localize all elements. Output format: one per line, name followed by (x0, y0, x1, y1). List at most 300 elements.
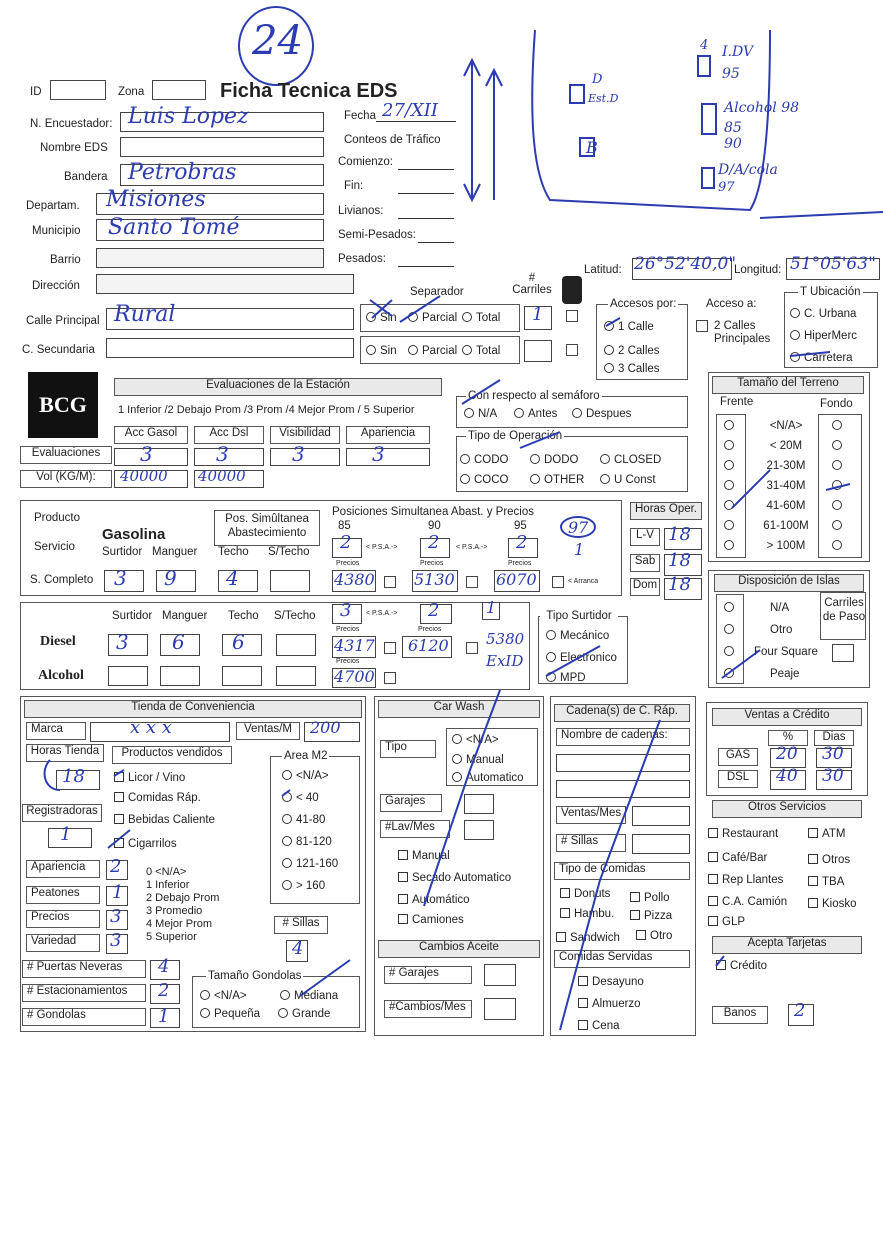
otros-glp[interactable] (708, 916, 745, 928)
tam-gondolas-frame (192, 976, 360, 1028)
fecha-value: 27/XII (382, 100, 439, 121)
d-pos2-value: 2 (428, 600, 440, 621)
islas-peaje[interactable] (724, 668, 738, 680)
ubicacion-opt-2[interactable] (790, 330, 857, 342)
otros-atm[interactable] (808, 828, 845, 840)
gondolas-label: # Gondolas (22, 1008, 146, 1026)
neveras-value: 4 (158, 956, 170, 977)
sketch-note-4: D/A/cola (718, 162, 778, 178)
direccion-label: Dirección (32, 280, 80, 292)
sheet-number: 24 (252, 18, 303, 64)
sketch-note-4b: 97 (718, 180, 735, 195)
operacion-dodo[interactable] (530, 454, 579, 466)
carwash-tipo-manual[interactable] (452, 754, 504, 766)
eval-value-2: 3 (292, 442, 305, 466)
d-techo-label: Techo (228, 610, 259, 622)
d-p2-check[interactable] (466, 642, 478, 654)
islas-peaje-label: Peaje (770, 668, 800, 680)
sep-parcial-2-label: Parcial (422, 345, 458, 357)
terreno-size-label: 41-60M (766, 500, 806, 512)
servida-cena[interactable] (578, 1020, 620, 1032)
peatones-label: Peatones (26, 886, 100, 904)
area-option[interactable] (282, 814, 325, 826)
encuestador-label: N. Encuestador: (30, 118, 113, 130)
tipo-surtidor-mpd[interactable] (546, 672, 586, 684)
scale-item: 3 Promedio (146, 905, 203, 917)
otros-restaurant[interactable] (708, 828, 778, 840)
tg-grande[interactable] (278, 1008, 330, 1020)
g-mang-value: 9 (164, 566, 177, 590)
area-option-label: 121-160 (296, 858, 339, 870)
carwash-opt-manual-label: Manual (412, 850, 450, 862)
otros-tba-label: TBA (822, 876, 845, 888)
producto-label: Producto (34, 512, 81, 524)
semaforo-title: Con respecto al semáforo (468, 390, 600, 402)
tg-grande-label: Grande (292, 1008, 331, 1020)
accesos-title: Accesos por: (610, 298, 677, 310)
departam-label: Departam. (26, 200, 80, 212)
carwash-tipo-na[interactable] (452, 734, 499, 746)
tipo-surtidor-electronico[interactable] (546, 652, 617, 664)
barrio-field[interactable] (96, 248, 324, 268)
cadena-sillas-field[interactable] (632, 834, 690, 854)
sep-total-2-label: Total (476, 345, 501, 357)
otros-llantes[interactable] (708, 874, 783, 886)
tg-na-label: <N/A> (214, 990, 247, 1002)
precios-label-4: Precios (336, 626, 360, 633)
comida-otro-label: Otro (650, 930, 673, 942)
tarjetas-credito-label: Crédito (730, 960, 768, 972)
cadena-tipo-label: Tipo de Comidas (554, 862, 690, 880)
tarjetas-title: Acepta Tarjetas (712, 936, 862, 954)
terreno-fondo-radio[interactable] (832, 520, 846, 532)
semaforo-despues[interactable] (572, 408, 631, 420)
area-option-label: < 40 (296, 792, 319, 804)
vol-value-0: 40000 (120, 467, 168, 485)
semaforo-na[interactable] (464, 408, 497, 420)
carwash-opt-auto-label: Automático (412, 894, 470, 906)
otros-atm-label: ATM (822, 828, 846, 840)
sep-parcial-1[interactable] (408, 312, 457, 324)
precios-value: 3 (110, 906, 122, 927)
aceite-title: Cambios Aceite (378, 940, 540, 958)
comida-pollo[interactable] (630, 892, 670, 904)
variedad-value: 3 (110, 930, 122, 951)
d-surtidor-label: Surtidor (112, 610, 153, 622)
area-option[interactable] (282, 880, 325, 892)
carwash-lav-label: #Lav/Mes (380, 820, 450, 838)
sketch-note-1: D (592, 72, 603, 87)
prod-comidas[interactable] (114, 792, 201, 804)
accesos-opt-2[interactable] (604, 345, 660, 357)
longitud-label: Longitud: (734, 264, 782, 276)
semaforo-antes[interactable] (514, 408, 557, 420)
scale-item: 5 Superior (146, 931, 197, 943)
terreno-title: Tamaño del Terreno (712, 376, 864, 394)
carwash-opt-secado[interactable] (398, 872, 511, 884)
carwash-opt-camiones[interactable] (398, 914, 464, 926)
semaforo-check-2[interactable] (566, 344, 578, 356)
islas-carriles-field[interactable] (832, 644, 854, 662)
psa-3: < P.S.A.-> (366, 610, 398, 617)
pesados-line (398, 266, 454, 267)
g-p1-value: 4380 (334, 570, 375, 589)
g-extra-value: 97 (568, 518, 589, 537)
a-price-check[interactable] (384, 672, 396, 684)
fecha-label: Fecha (344, 110, 376, 122)
sep-total-2[interactable] (462, 345, 500, 357)
horas-sab-label: Sab (630, 554, 660, 572)
comida-pollo-label: Pollo (644, 892, 670, 904)
operacion-closed-label: CLOSED (614, 454, 662, 466)
comida-hambu[interactable] (560, 908, 614, 920)
cadena-nombre-label: Nombre de cadenas: (556, 728, 690, 746)
evaluaciones-row-label: Evaluaciones (20, 446, 112, 464)
eval-col-2: Visibilidad (270, 426, 340, 444)
servidas-label: Comidas Servidas (554, 950, 690, 968)
terreno-fondo-radio[interactable] (832, 480, 846, 492)
islas-four-label: Four Square (754, 646, 818, 658)
comida-sandwich-label: Sandwich (570, 932, 620, 944)
operacion-title: Tipo de Operación (468, 430, 563, 442)
registradoras-value: 1 (60, 824, 72, 845)
g-techo-value: 4 (226, 566, 239, 590)
terreno-frente-radio[interactable] (724, 460, 738, 472)
otros-restaurant-label: Restaurant (722, 828, 779, 840)
ubicacion-opt-3[interactable] (790, 352, 853, 364)
a-price-value: 4700 (334, 667, 375, 686)
a-stecho-field[interactable] (276, 666, 316, 686)
separador-title: Separador (410, 286, 464, 298)
traffic-light-icon (562, 276, 582, 304)
otros-cafe[interactable] (708, 852, 767, 864)
encuestador-value: Luis Lopez (128, 104, 249, 129)
tipo-surtidor-electronico-label: Electronico (560, 652, 617, 664)
octane-95: 95 (514, 520, 527, 532)
ventas-label: Ventas/M (236, 722, 300, 740)
cadena-nombre-field-1[interactable] (556, 754, 690, 772)
carwash-tipo-na-label: <N/A> (466, 734, 499, 746)
sep-parcial-2[interactable] (408, 345, 457, 357)
ubicacion-opt-1[interactable] (790, 308, 856, 320)
comida-pizza-label: Pizza (644, 910, 673, 922)
eval-value-1-field[interactable] (194, 448, 264, 466)
g-p3-check[interactable] (552, 576, 564, 588)
otros-otros-label: Otros (822, 854, 851, 866)
id-field[interactable] (50, 80, 106, 100)
tipo-surtidor-mecanico[interactable] (546, 630, 609, 642)
tipo-surtidor-mecanico-label: Mecánico (560, 630, 610, 642)
otros-camion-label: C.A. Camión (722, 896, 788, 908)
horas-dom-label: Dom (630, 578, 660, 596)
operacion-other-label: OTHER (544, 474, 585, 486)
terreno-frente-radio[interactable] (724, 500, 738, 512)
servida-almuerzo[interactable] (578, 998, 641, 1010)
carwash-tipo-auto-label: Automatico (466, 772, 524, 784)
carwash-tipo-label: Tipo (380, 740, 436, 758)
terreno-fondo-radio[interactable] (832, 420, 846, 432)
carriles-field-2[interactable] (524, 340, 552, 362)
variedad-label: Variedad (26, 934, 100, 952)
eval-value-3: 3 (372, 442, 385, 466)
d-p1-value: 4317 (334, 636, 375, 655)
nombre-eds-field[interactable] (120, 137, 324, 157)
id-label: ID (30, 86, 42, 98)
accesos-opt-2-label: 2 Calles (618, 345, 660, 357)
tg-pequena-label: Pequeña (214, 1008, 261, 1020)
scale-item: 2 Debajo Prom (146, 892, 220, 904)
tg-mediana[interactable] (280, 990, 338, 1002)
barrio-label: Barrio (50, 254, 81, 266)
area-option[interactable] (282, 836, 332, 848)
cadena-nombre-field-2[interactable] (556, 780, 690, 798)
operacion-other[interactable] (530, 474, 584, 486)
comida-sandwich[interactable] (556, 932, 620, 944)
otros-tba[interactable] (808, 876, 844, 888)
sep-total-1[interactable] (462, 312, 500, 324)
semaforo-check-1[interactable] (566, 310, 578, 322)
d-stecho-field[interactable] (276, 634, 316, 656)
g-techo-label: Techo (218, 546, 249, 558)
eval-col-1: Acc Dsl (194, 426, 264, 444)
g-p1-check[interactable] (384, 576, 396, 588)
terreno-size-label: > 100M (766, 540, 806, 552)
otros-llantes-label: Rep Llantes (722, 874, 784, 886)
terreno-fondo-radio[interactable] (832, 440, 846, 452)
g-pos2-value: 2 (428, 532, 440, 553)
terreno-frente-radio[interactable] (724, 480, 738, 492)
area-option[interactable] (282, 858, 338, 870)
prod-comidas-label: Comidas Ráp. (128, 792, 201, 804)
operacion-coco[interactable] (460, 474, 509, 486)
otros-camion[interactable] (708, 896, 787, 908)
operacion-coco-label: COCO (474, 474, 509, 486)
credito-title: Ventas a Crédito (712, 708, 862, 726)
terreno-frente-radio[interactable] (724, 540, 738, 552)
carwash-tipo-manual-label: Manual (466, 754, 504, 766)
area-option-label: <N/A> (296, 770, 329, 782)
bandera-value: Petrobras (128, 160, 237, 185)
prod-licor-label: Licor / Vino (128, 772, 186, 784)
eval-value-3-field[interactable] (346, 448, 430, 466)
g-p2-check[interactable] (466, 576, 478, 588)
carwash-opt-secado-label: Secado Automatico (412, 872, 512, 884)
sketch-note-5: B (586, 138, 598, 157)
accesos-opt-3[interactable] (604, 363, 660, 375)
tg-pequena[interactable] (200, 1008, 260, 1020)
tienda-title: Tienda de Conveniencia (24, 700, 362, 718)
carwash-garajes-field[interactable] (464, 794, 494, 814)
ubicacion-title: T Ubicación (800, 286, 861, 298)
prod-bebidas[interactable] (114, 814, 215, 826)
semaforo-antes-label: Antes (528, 408, 558, 420)
islas-otro-label: Otro (770, 624, 793, 636)
credito-dsl-dias: 30 (822, 766, 844, 786)
servida-desayuno[interactable] (578, 976, 644, 988)
operacion-uconst-label: U Const (614, 474, 656, 486)
accesos-opt-1[interactable] (604, 321, 654, 333)
psa-2: < P.S.A.-> (456, 544, 488, 551)
carwash-title: Car Wash (378, 700, 540, 718)
a-surt-field[interactable] (108, 666, 148, 686)
municipio-label: Municipio (32, 225, 81, 237)
sep-sin-2[interactable] (366, 345, 397, 357)
g-extra2-value: 1 (574, 540, 585, 559)
octane-85: 85 (338, 520, 351, 532)
islas-four[interactable] (724, 646, 738, 658)
comida-pizza[interactable] (630, 910, 672, 922)
terreno-size-label: 61-100M (763, 520, 809, 532)
d-p2-value: 6120 (408, 636, 449, 655)
sketch-note-1b: Est.D (588, 92, 619, 105)
d-extra2-value: ExID (486, 652, 524, 670)
arranca-label: < Arranca (568, 578, 599, 585)
latitud-label: Latitud: (584, 264, 622, 276)
credito-dsl-pct: 40 (776, 766, 798, 786)
prod-cigarrillos[interactable] (114, 838, 177, 850)
psa-1: < P.S.A.-> (366, 544, 398, 551)
credito-gas-dias: 30 (822, 744, 844, 764)
carwash-tipo-auto[interactable] (452, 772, 524, 784)
carriles-value-1: 1 (532, 304, 544, 325)
longitud-value: 51°05'63" (790, 254, 876, 274)
credito-dias-label: Dias (814, 730, 854, 746)
aceite-garajes-field[interactable] (484, 964, 516, 986)
gasolina-label: Gasolina (102, 526, 166, 543)
semaforo-despues-label: Despues (586, 408, 632, 420)
tarjetas-credito[interactable] (716, 960, 767, 972)
nombre-eds-label: Nombre EDS (40, 142, 108, 154)
a-techo-field[interactable] (222, 666, 262, 686)
evaluaciones-title: Evaluaciones de la Estación (114, 378, 442, 396)
c-secundaria-field[interactable] (106, 338, 354, 358)
zona-field[interactable] (152, 80, 206, 100)
g-surtidor-label: Surtidor (102, 546, 143, 558)
vol-label: Vol (KG/M): (20, 470, 112, 488)
tipo-surtidor-title: Tipo Surtidor (540, 610, 618, 626)
terreno-fondo-radio[interactable] (832, 540, 846, 552)
credito-dsl-label: DSL (718, 770, 758, 788)
terreno-size-label: 21-30M (766, 460, 806, 472)
municipio-value: Santo Tomé (108, 215, 240, 240)
horas-tienda-label: Horas Tienda (26, 744, 104, 762)
area-option[interactable] (282, 770, 329, 782)
cadena-ventas-label: Ventas/Mes (556, 806, 626, 824)
g-manguer-label: Manguer (152, 546, 198, 558)
comida-donuts[interactable] (560, 888, 610, 900)
tg-na[interactable] (200, 990, 247, 1002)
d-p1-check[interactable] (384, 642, 396, 654)
carriles-label: # Carriles (512, 272, 552, 296)
terreno-frente-radio[interactable] (724, 420, 738, 432)
latitud-value: 26°52'40,0" (634, 254, 737, 274)
estac-label: # Estacionamientos (22, 984, 146, 1002)
terreno-size-label: 31-40M (766, 480, 806, 492)
g-stecho-field[interactable] (270, 570, 310, 592)
fondo-label: Fondo (820, 398, 853, 410)
carwash-opt-auto[interactable] (398, 894, 470, 906)
eval-value-2-field[interactable] (270, 448, 340, 466)
acceso-principales-check[interactable] (696, 320, 708, 332)
operacion-codo-label: CODO (474, 454, 509, 466)
terreno-fondo-radio[interactable] (832, 460, 846, 472)
otros-kiosko[interactable] (808, 898, 857, 910)
d-box-value: 1 (486, 598, 497, 617)
cadena-ventas-field[interactable] (632, 806, 690, 826)
comida-donuts-label: Donuts (574, 888, 611, 900)
aceite-cambios-field[interactable] (484, 998, 516, 1020)
prod-cigarrillos-label: Cigarrilos (128, 838, 177, 850)
sillas-label: # Sillas (274, 916, 328, 934)
calle-principal-label: Calle Principal (26, 315, 100, 327)
operacion-closed[interactable] (600, 454, 661, 466)
horas-sab-value: 18 (668, 550, 691, 571)
registradoras-label: Registradoras (22, 804, 102, 822)
g-stecho-label: S/Techo (268, 546, 310, 558)
frente-label: Frente (720, 396, 754, 408)
livianos-label: Livianos: (338, 205, 384, 217)
area-option-label: > 160 (296, 880, 326, 892)
otros-cafe-label: Café/Bar (722, 852, 768, 864)
ubicacion-opt-2-label: HiperMerc (804, 330, 858, 342)
direccion-field[interactable] (96, 274, 354, 294)
eval-value-0: 3 (140, 442, 153, 466)
fin-label: Fin: (344, 180, 364, 192)
sketch-note-3c: 90 (724, 136, 742, 152)
operacion-uconst[interactable] (600, 474, 656, 486)
operacion-codo[interactable] (460, 454, 509, 466)
scale-item: 1 Inferior (146, 879, 190, 891)
semi-label: Semi-Pesados: (338, 229, 416, 241)
islas-otro[interactable] (724, 624, 738, 636)
d-manguer-label: Manguer (162, 610, 208, 622)
precios-label-3: Precios (508, 560, 532, 567)
carwash-lav-field[interactable] (464, 820, 494, 840)
scale-item: 0 <N/A> (146, 866, 187, 878)
comida-hambu-label: Hambu. (574, 908, 615, 920)
terreno-frente-radio[interactable] (724, 440, 738, 452)
prod-bebidas-label: Bebidas Caliente (128, 814, 215, 826)
sketch-note-2b: I.DV (722, 44, 754, 60)
terreno-fondo-radio[interactable] (832, 500, 846, 512)
islas-na[interactable] (724, 602, 738, 614)
precios-label: Precios (26, 910, 100, 928)
marca-value: x x x (130, 717, 172, 738)
trafico-title: Conteos de Tráfico (344, 134, 441, 146)
servida-almuerzo-label: Almuerzo (592, 998, 641, 1010)
acceso-principales-label: 2 Calles Principales (714, 320, 771, 345)
terreno-frente-radio[interactable] (724, 520, 738, 532)
sep-total-1-label: Total (476, 312, 501, 324)
sep-sin-1[interactable] (366, 312, 397, 324)
departam-value: Misiones (106, 187, 206, 212)
bandera-label: Bandera (64, 171, 108, 183)
site-sketch (440, 0, 883, 240)
comida-otro[interactable] (636, 930, 672, 942)
a-mang-field[interactable] (160, 666, 200, 686)
operacion-dodo-label: DODO (544, 454, 579, 466)
aceite-cambios-label: #Cambios/Mes (384, 1000, 472, 1018)
tipo-surtidor-mpd-label: MPD (560, 672, 586, 684)
area-option[interactable] (282, 792, 319, 804)
carwash-opt-manual[interactable] (398, 850, 450, 862)
prod-licor[interactable] (114, 772, 185, 784)
peatones-value: 1 (112, 882, 124, 903)
otros-otros[interactable] (808, 854, 850, 866)
semi-line (418, 242, 454, 243)
credito-gas-pct: 20 (776, 744, 798, 764)
pesados-label: Pesados: (338, 253, 386, 265)
